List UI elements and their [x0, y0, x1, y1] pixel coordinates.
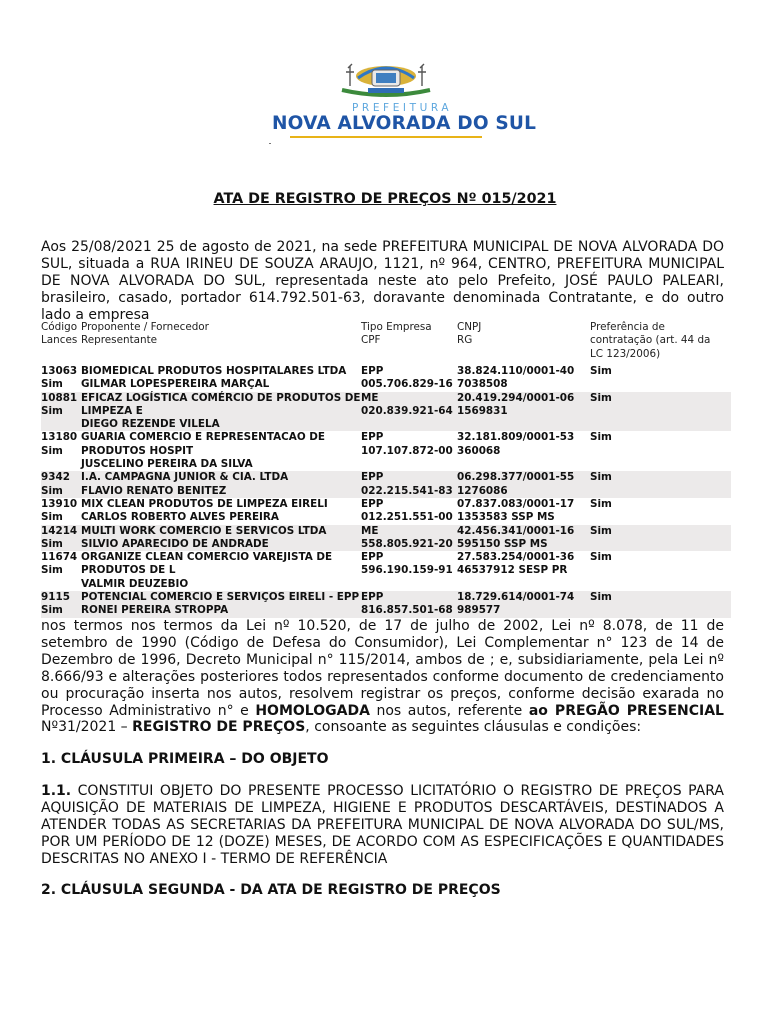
table-cell-c5	[590, 365, 720, 378]
clause-1-1-paragraph: 1.1. CONSTITUI OBJETO DO PRESENTE PROCESSO LICITATÓRIO O REGISTRO DE PREÇOS PARA AQUISIÇÃO DE MATERIAIS DE LIMPEZA, HIGIENE E PRODUTOS DESCARTÁVEIS, DESTINADOS A ATENDER TODAS AS SECRETARIAS DA PREFEITURA MUNICIPAL DE NOVA ALVORADA DO SUL/MS, POR UM PERÍODO DE 12 (DOZE) MESES, DE ACORDO COM AS ESPECIFICAÇÕES E QUANTIDADES DESCRITAS NO ANEXO I - TERMO DE REFERÊNCIA	[41, 783, 724, 867]
cell-line: 005.706.829-16	[361, 378, 453, 391]
cell-line: Sim	[590, 524, 612, 537]
table-cell-c4	[457, 498, 587, 525]
table-row	[41, 591, 731, 618]
cell-line: Sim	[41, 444, 63, 457]
cell-line: 107.107.872-00	[361, 444, 453, 457]
table-cell-c4	[457, 525, 587, 552]
cell-line: JUSCELINO PEREIRA DA SILVA	[81, 458, 253, 471]
cell-line: EPP	[361, 431, 384, 444]
header-proponente: Proponente / Fornecedor Representante	[81, 321, 209, 347]
table-cell-c5	[590, 392, 720, 405]
table-cell-c5	[590, 551, 720, 564]
cell-line: LIMPEZA E	[81, 404, 143, 417]
table-cell-c5	[590, 471, 720, 484]
cell-line: GUARIA COMERCIO E REPRESENTACAO DE	[81, 431, 326, 444]
logo-mark	[269, 143, 271, 144]
cell-line: EPP	[361, 591, 384, 604]
cell-line: 9342	[41, 471, 70, 484]
cell-line: 32.181.809/0001-53	[457, 431, 575, 444]
cell-line: 7038508	[457, 378, 508, 391]
table-cell-c4	[457, 471, 587, 498]
cell-line: VALMIR DEUZEBIO	[81, 577, 189, 590]
cell-line: Sim	[41, 378, 63, 391]
legal-basis-paragraph: nos termos nos termos da Lei nº 10.520, de 17 de julho de 2002, Lei nº 8.078, de 11 de setembro de 1990 (Código de Defesa do Consumidor), Lei Complementar n° 123 de 14 de Dezembro de 1996, Decreto Municipal n° 115/2014, ambos de ; e, subsidiariamente, pela Lei nº 8.666/93 e alterações posteriores todos representados conforme documento de credenciamento ou procuração inserta nos autos, resolvem registrar os preços, conforme decisão exarada no Processo Administrativo n° e HOMOLOGADA nos autos, referente ao PREGÃO PRESENCIAL Nº31/2021 – REGISTRO DE PREÇOS, consoante as seguintes cláusulas e condições:	[41, 618, 724, 736]
table-cell-c2	[81, 591, 361, 618]
cell-line: Sim	[590, 591, 612, 604]
table-cell-c3	[361, 392, 456, 419]
cell-line: 360068	[457, 444, 501, 457]
logo-prefeitura-text: PREFEITURA	[352, 102, 453, 114]
cell-line: 9115	[41, 591, 70, 604]
table-row	[41, 365, 731, 392]
logo-municipality-name: NOVA ALVORADA DO SUL	[272, 113, 537, 134]
table-cell-c3	[361, 471, 456, 498]
cell-line: 596.190.159-91	[361, 564, 453, 577]
header-cnpj: CNPJ RG	[457, 321, 482, 347]
table-cell-c3	[361, 431, 456, 458]
cell-line: 595150 SSP MS	[457, 537, 548, 550]
cell-line: PRODUTOS DE L	[81, 564, 176, 577]
table-cell-c5	[590, 498, 720, 511]
cell-line: 1569831	[457, 404, 508, 417]
cell-line: FLAVIO RENATO BENITEZ	[81, 484, 227, 497]
table-body	[41, 365, 731, 618]
cell-line: MULTI WORK COMERCIO E SERVICOS LTDA	[81, 524, 327, 537]
table-cell-c1	[41, 525, 81, 552]
table-row	[41, 471, 731, 498]
table-cell-c3	[361, 525, 456, 552]
table-cell-c2	[81, 392, 361, 432]
suppliers-table	[41, 321, 731, 618]
clause-2-heading: 2. CLÁUSULA SEGUNDA - DA ATA DE REGISTRO DE PREÇOS	[41, 882, 501, 898]
table-cell-c3	[361, 591, 456, 618]
cell-line: Sim	[41, 564, 63, 577]
intro-paragraph: Aos 25/08/2021 25 de agosto de 2021, na sede PREFEITURA MUNICIPAL DE NOVA ALVORADA DO SUL, situada a RUA IRINEU DE SOUZA ARAUJO, 1121, nº 964, CENTRO, PREFEITURA MUNICIPAL DE NOVA ALVORADA DO SUL, representada neste ato pelo Prefeito, JOSÉ PAULO PALEARI, brasileiro, casado, portador 614.792.501-63, doravante denominada Contratante, e do outro lado a empresa	[41, 239, 724, 323]
cell-line: 11674	[41, 551, 78, 564]
cell-line: 42.456.341/0001-16	[457, 524, 575, 537]
table-cell-c2	[81, 498, 361, 525]
cell-line: 13180	[41, 431, 78, 444]
cell-line: Sim	[41, 604, 63, 617]
table-cell-c1	[41, 498, 81, 525]
cell-line: POTENCIAL COMERCIO E SERVIÇOS EIRELI - EPP	[81, 591, 360, 604]
header-codigo: Código Lances	[41, 321, 78, 347]
table-cell-c5	[590, 591, 720, 604]
document-title: ATA DE REGISTRO DE PREÇOS Nº 015/2021	[213, 191, 557, 207]
cell-line: MIX CLEAN PRODUTOS DE LIMPEZA EIRELI	[81, 497, 328, 510]
cell-line: 13910	[41, 497, 78, 510]
cell-line: BIOMEDICAL PRODUTOS HOSPITALARES LTDA	[81, 365, 347, 377]
table-cell-c1	[41, 551, 81, 578]
table-row	[41, 525, 731, 552]
cell-line: CARLOS ROBERTO ALVES PEREIRA	[81, 511, 279, 524]
cell-line: ME	[361, 524, 379, 537]
logo-underline	[290, 136, 482, 138]
cell-line: EPP	[361, 551, 384, 564]
table-cell-c3	[361, 498, 456, 525]
cell-line: 14214	[41, 524, 78, 537]
cell-line: Sim	[41, 511, 63, 524]
cell-line: 46537912 SESP PR	[457, 564, 568, 577]
cell-line: Sim	[590, 471, 612, 484]
table-cell-c2	[81, 551, 361, 591]
cell-line: 20.419.294/0001-06	[457, 391, 575, 404]
cell-line: Sim	[590, 497, 612, 510]
cell-line: Sim	[590, 551, 612, 564]
table-row	[41, 498, 731, 525]
table-cell-c3	[361, 365, 456, 392]
table-cell-c3	[361, 551, 456, 578]
cell-line: Sim	[590, 391, 612, 404]
table-cell-c2	[81, 525, 361, 552]
table-cell-c5	[590, 431, 720, 444]
cell-line: 020.839.921-64	[361, 404, 453, 417]
cell-line: ME	[361, 391, 379, 404]
table-cell-c1	[41, 365, 81, 392]
table-cell-c2	[81, 431, 361, 471]
table-row	[41, 431, 731, 471]
table-cell-c4	[457, 431, 587, 458]
cell-line: Sim	[41, 484, 63, 497]
table-header	[41, 321, 731, 365]
table-cell-c4	[457, 591, 587, 618]
cell-line: ORGANIZE CLEAN COMERCIO VAREJISTA DE	[81, 551, 333, 564]
header-preferencia: Preferência de contratação (art. 44 da LC 123/2006)	[590, 321, 711, 360]
cell-line: 06.298.377/0001-55	[457, 471, 575, 484]
coat-of-arms-icon	[328, 52, 444, 104]
cell-line: EPP	[361, 471, 384, 484]
clause-1-heading: 1. CLÁUSULA PRIMEIRA – DO OBJETO	[41, 751, 329, 767]
header-tipo: Tipo Empresa CPF	[361, 321, 432, 347]
cell-line: 13063	[41, 365, 78, 377]
cell-line: 1276086	[457, 484, 508, 497]
cell-line: 38.824.110/0001-40	[457, 365, 575, 377]
cell-line: EFICAZ LOGÍSTICA COMÉRCIO DE PRODUTOS DE	[81, 391, 361, 404]
cell-line: 558.805.921-20	[361, 537, 453, 550]
cell-line: 022.215.541-83	[361, 484, 453, 497]
cell-line: PRODUTOS HOSPIT	[81, 444, 194, 457]
cell-line: 18.729.614/0001-74	[457, 591, 575, 604]
cell-line: 012.251.551-00	[361, 511, 453, 524]
cell-line: 27.583.254/0001-36	[457, 551, 575, 564]
table-cell-c1	[41, 471, 81, 498]
table-cell-c1	[41, 392, 81, 419]
cell-line: 816.857.501-68	[361, 604, 453, 617]
cell-line: Sim	[590, 431, 612, 444]
table-row	[41, 392, 731, 432]
table-cell-c5	[590, 525, 720, 538]
cell-line: GILMAR LOPESPEREIRA MARÇAL	[81, 378, 270, 391]
table-cell-c1	[41, 591, 81, 618]
cell-line: RONEI PEREIRA STROPPA	[81, 604, 229, 617]
cell-line: 1353583 SSP MS	[457, 511, 555, 524]
cell-line: EPP	[361, 365, 384, 377]
cell-line: 07.837.083/0001-17	[457, 497, 575, 510]
table-cell-c4	[457, 392, 587, 419]
cell-line: 989577	[457, 604, 501, 617]
cell-line: 10881	[41, 391, 78, 404]
table-cell-c2	[81, 471, 361, 498]
cell-line: DIEGO REZENDE VILELA	[81, 418, 220, 431]
cell-line: Sim	[41, 537, 63, 550]
cell-line: EPP	[361, 497, 384, 510]
table-cell-c4	[457, 551, 587, 578]
table-cell-c4	[457, 365, 587, 392]
municipality-logo	[266, 50, 537, 150]
cell-line: SILVIO APARECIDO DE ANDRADE	[81, 537, 269, 550]
cell-line: Sim	[41, 404, 63, 417]
table-cell-c2	[81, 365, 361, 392]
table-cell-c1	[41, 431, 81, 458]
table-row	[41, 551, 731, 591]
cell-line: I.A. CAMPAGNA JUNIOR & CIA. LTDA	[81, 471, 289, 484]
cell-line: Sim	[590, 365, 612, 377]
